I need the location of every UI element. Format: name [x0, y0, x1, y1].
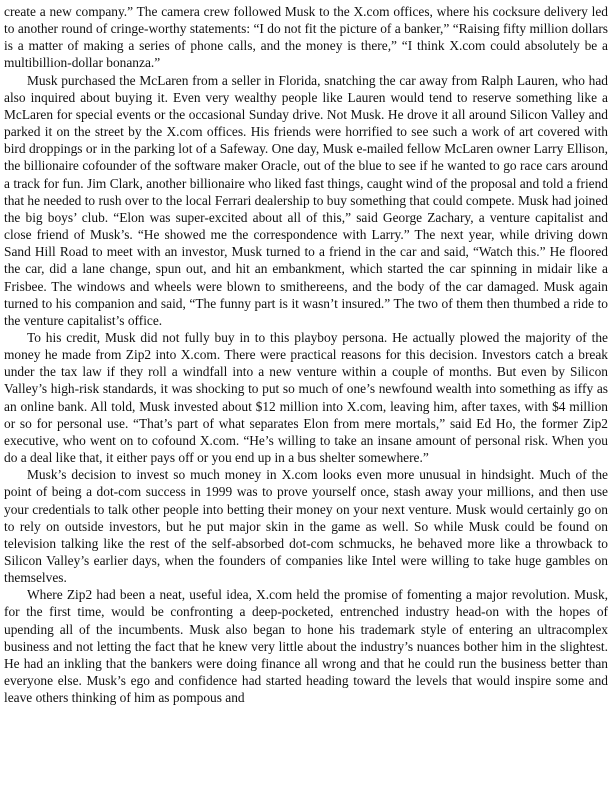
- paragraph-investment: To his credit, Musk did not fully buy in to this playboy persona. He actually plowed the majority of the money he made from Zip2 into X.com. There were practical reasons for this decision. Investors catch a break under the tax law if they roll a windfall into a new venture within a couple of months. But even by Silicon Valley’s high-risk standards, it was shocking to put so much of one’s newfound wealth into something as iffy as an online bank. All told, Musk invested about $12 million into X.com, leaving him, after taxes, with $4 million or so for personal use. “That’s part of what separates Elon from mere mortals,” said Ed Ho, the former Zip2 executive, who went on to cofound X.com. “He’s willing to take an insane amount of personal risk. When you do a deal like that, it either pays off or you end up in a bus shelter somewhere.”: [4, 329, 608, 466]
- paragraph-decision: Musk’s decision to invest so much money in X.com looks even more unusual in hindsight. Much of the point of being a dot-com success in 1999 was to prove yourself once, stash away your millions, and then use your credentials to talk other people into betting their money on your next venture. Musk would certainly go on to rely on outside investors, but he put major skin in the game as well. So while Musk could be found on television talking like the rest of the self-absorbed dot-com schmucks, he behaved more like a throwback to Silicon Valley’s earlier days, when the founders of companies like Intel were willing to take huge gambles on themselves.: [4, 467, 608, 586]
- paragraph-continued: create a new company.” The camera crew followed Musk to the X.com offices, where his cocksure delivery led to another round of cringe-worthy statements: “I do not fit the picture of a banker,” “Raising fifty million dollars is a matter of making a series of phone calls, and the money is there,” “I think X.com could absolutely be a multibillion-dollar bonanza.”: [4, 4, 608, 71]
- paragraph-zip2-vs-xcom: Where Zip2 had been a neat, useful idea, X.com held the promise of fomenting a major revolution. Musk, for the first time, would be confronting a deep-pocketed, entrenched industry head-on with the hopes of upending all of the incumbents. Musk also began to hone his trademark style of entering an ultracomplex business and not letting the fact that he knew very little about the industry’s nuances bother him in the slightest. He had an inkling that the bankers were doing finance all wrong and that he could run the business better than everyone else. Musk’s ego and confidence had started heading toward the levels that would inspire some and leave others thinking of him as pompous and: [4, 587, 608, 706]
- paragraph-mclaren: Musk purchased the McLaren from a seller in Florida, snatching the car away from Ralph Lauren, who had also inquired about buying it. Even very wealthy people like Lauren would tend to reserve something like a McLaren for special events or the occasional Sunday drive. Not Musk. He drove it all around Silicon Valley and parked it on the street by the X.com offices. His friends were horrified to see such a work of art covered with bird droppings or in the parking lot of a Safeway. One day, Musk e-mailed fellow McLaren owner Larry Ellison, the billionaire cofounder of the software maker Oracle, out of the blue to see if he wanted to go race cars around a track for fun. Jim Clark, another billionaire who liked fast things, caught wind of the proposal and told a friend that he needed to rush over to the local Ferrari dealership to buy something that could compete. Musk had joined the big boys’ club. “Elon was super-excited about all of this,” said George Zachary, a venture capitalist and close friend of Musk’s. “He showed me the correspondence with Larry.” The next year, while driving down Sand Hill Road to meet with an investor, Musk turned to a friend in the car and said, “Watch this.” He floored the car, did a lane change, spun out, and hit an embankment, which started the car spinning in midair like a Frisbee. The windows and wheels were blown to smithereens, and the body of the car damaged. Musk again turned to his companion and said, “The funny part is it wasn’t insured.” The two of them then thumbed a ride to the venture capitalist’s office.: [4, 72, 608, 328]
